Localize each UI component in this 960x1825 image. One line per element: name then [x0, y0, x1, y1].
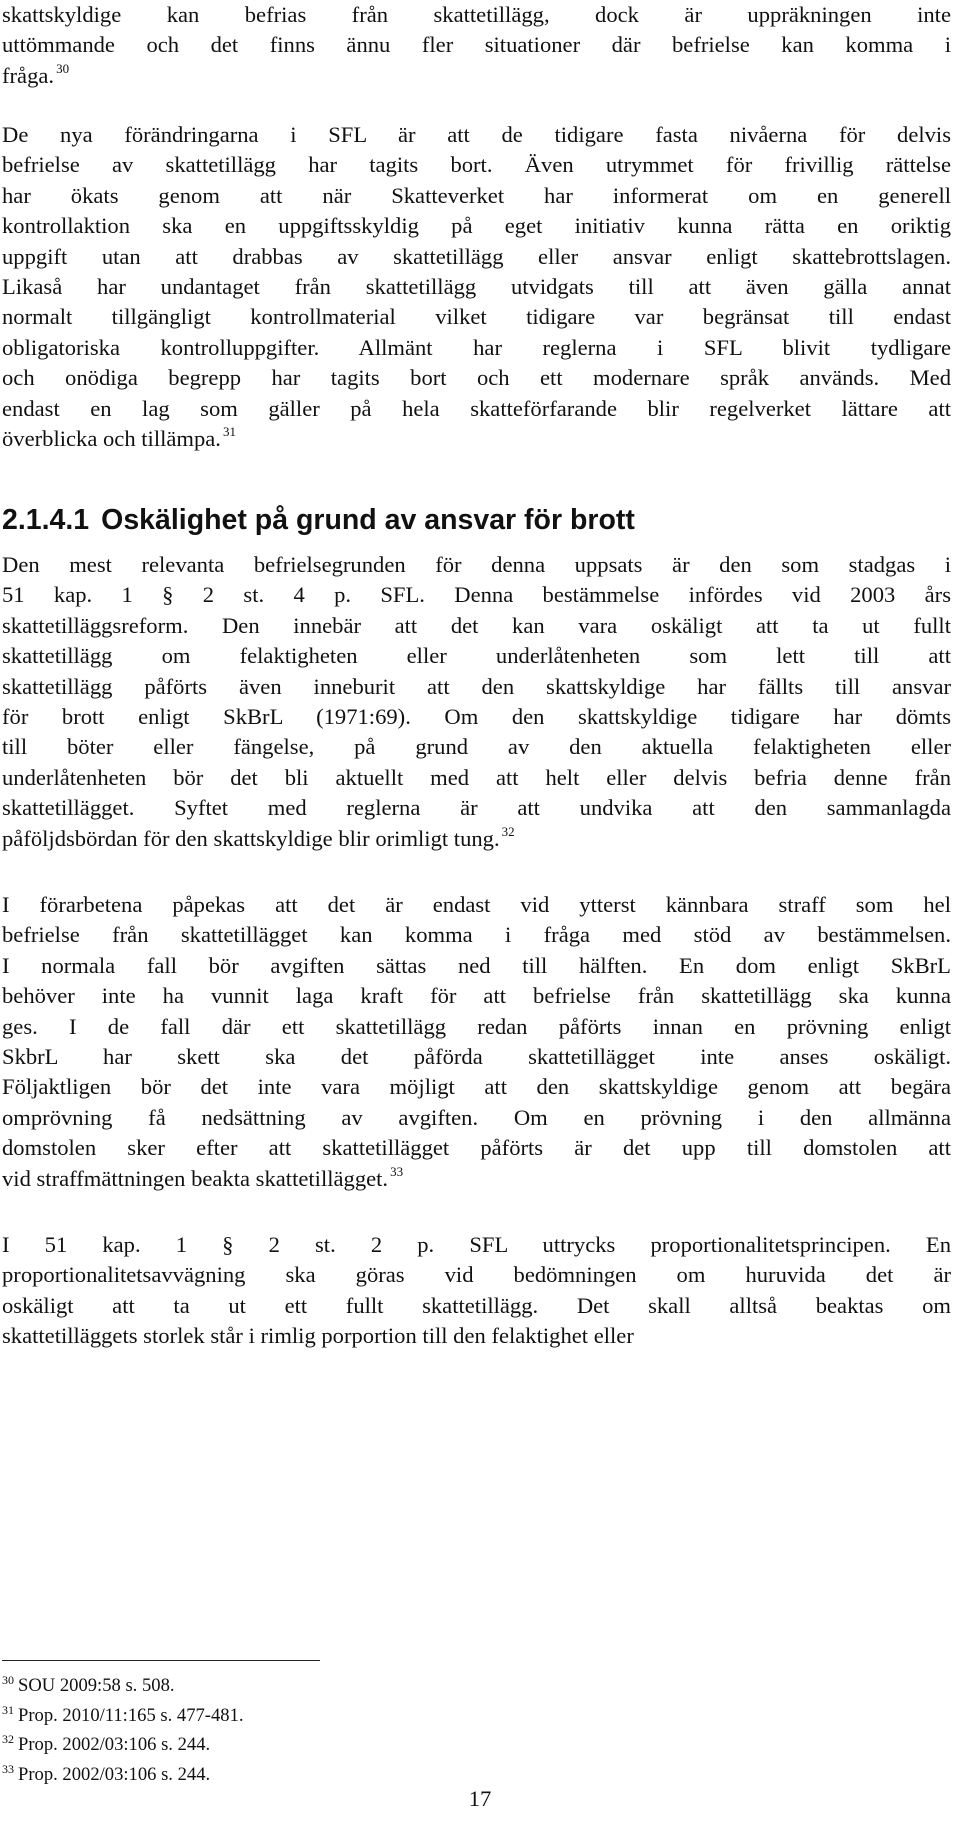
line-text: uppgift utan att drabbas av skattetillägg eller ansvar enligt skattebrottslagen.	[2, 243, 951, 269]
text-line	[2, 211, 951, 241]
text-line	[2, 763, 951, 793]
footnote-reference: 31	[222, 423, 236, 439]
footnote-number: 31	[2, 1702, 14, 1717]
text-line	[2, 1042, 951, 1072]
footnote-separator	[2, 1660, 320, 1661]
text-line	[2, 824, 951, 854]
text-line	[2, 1260, 951, 1290]
text-line	[2, 424, 951, 454]
footnote-text: Prop. 2002/03:106 s. 244.	[18, 1734, 211, 1756]
footnote-number: 33	[2, 1761, 14, 1776]
line-text: vid straffmättningen beakta skattetillägget.	[2, 1165, 389, 1191]
line-text: I normala fall bör avgiften sättas ned till hälften. En dom enligt SkBrL	[2, 952, 951, 978]
line-text: underlåtenheten bör det bli aktuellt med att helt eller delvis befria denne från	[2, 764, 951, 790]
line-text: Likaså har undantaget från skattetillägg utvidgats till att även gälla annat	[2, 273, 951, 299]
line-text: skattskyldige kan befrias från skattetillägg, dock är uppräkningen inte	[2, 2, 951, 27]
footnote	[2, 1672, 702, 1702]
line-text: oskäligt att ta ut ett fullt skattetillägg. Det skall alltså beaktas om	[2, 1292, 951, 1318]
footnote-text: SOU 2009:58 s. 508.	[18, 1675, 175, 1696]
line-text: I 51 kap. 1 § 2 st. 2 p. SFL uttrycks proportionalitetsprincipen. En	[2, 1232, 951, 1257]
line-text: I förarbetena påpekas att det är endast vid ytterst kännbara straff som hel	[2, 892, 951, 917]
text-line	[2, 641, 951, 671]
paragraph-befrielsegrund	[2, 550, 951, 854]
text-line	[2, 1164, 951, 1194]
line-text: SkbrL har skett ska det påförda skattetillägget inte anses oskäligt.	[2, 1043, 951, 1069]
line-text: Den mest relevanta befrielsegrunden för denna uppsats är den som stadgas i	[2, 552, 951, 577]
page-number: 17	[468, 1786, 492, 1811]
text-line	[2, 793, 951, 823]
footnote-number: 32	[2, 1732, 14, 1747]
paragraph-sfl-changes	[2, 120, 951, 454]
line-text: befrielse från skattetillägget kan komma i fråga med stöd av bestämmelsen.	[2, 922, 951, 948]
text-line	[2, 150, 951, 180]
footnote-reference: 32	[501, 823, 515, 839]
text-line	[2, 1230, 951, 1260]
text-line	[2, 611, 951, 641]
footnote	[2, 1731, 702, 1761]
line-text: kontrollaktion ska en uppgiftsskyldig på eget initiativ kunna rätta en oriktig	[2, 213, 951, 239]
text-line	[2, 550, 951, 580]
text-line	[2, 333, 951, 363]
line-text: fråga.	[2, 62, 55, 88]
footnote-text: Prop. 2002/03:106 s. 244.	[18, 1763, 211, 1785]
footnotes	[2, 1672, 702, 1790]
line-text: Följaktligen bör det inte vara möjligt att den skattskyldige genom att begära	[2, 1074, 951, 1100]
text-line	[2, 363, 951, 393]
text-line	[2, 120, 951, 150]
line-text: påföljdsbördan för den skattskyldige blir orimligt tung.	[2, 825, 500, 851]
line-text: behöver inte ha vunnit laga kraft för att befrielse från skattetillägg ska kunna	[2, 983, 951, 1009]
line-text: ges. I de fall där ett skattetillägg redan påförts innan en prövning enligt	[2, 1013, 951, 1039]
line-text: De nya förändringarna i SFL är att de tidigare fasta nivåerna för delvis	[2, 122, 951, 147]
line-text: proportionalitetsavvägning ska göras vid bedömningen om huruvida det är	[2, 1262, 951, 1288]
line-text: till böter eller fängelse, på grund av den aktuella felaktigheten eller	[2, 734, 951, 760]
text-line	[2, 302, 951, 332]
text-line	[2, 951, 951, 981]
paragraph-intro-continued	[2, 0, 951, 91]
text-line	[2, 1133, 951, 1163]
paragraph-proportionalitet	[2, 1230, 951, 1352]
line-text: skattetillägget. Syftet med reglerna är att undvika att den sammanlagda	[2, 795, 951, 821]
text-line	[2, 702, 951, 732]
line-text: befrielse av skattetillägg har tagits bort. Även utrymmet för frivillig rättelse	[2, 152, 951, 178]
line-text: uttömmande och det finns ännu fler situationer där befrielse kan komma i	[2, 32, 951, 58]
line-text: skattetillägg om felaktigheten eller underlåtenheten som lett till att	[2, 643, 951, 669]
line-text: och onödiga begrepp har tagits bort och ett modernare språk används. Med	[2, 365, 951, 391]
text-line	[2, 30, 951, 60]
text-line	[2, 1012, 951, 1042]
paragraph-forarbetena	[2, 890, 951, 1194]
line-text: skattetillägg påförts även inneburit att den skattskyldige har fällts till ansvar	[2, 673, 951, 699]
section-heading	[2, 500, 635, 540]
text-line	[2, 580, 951, 610]
section-title: Oskälighet på grund av ansvar för brott	[101, 504, 635, 536]
line-text: 51 kap. 1 § 2 st. 4 p. SFL. Denna bestämmelse infördes vid 2003 års	[2, 582, 951, 608]
line-text: endast en lag som gäller på hela skatteförfarande blir regelverket lättare att	[2, 395, 951, 421]
text-line	[2, 61, 951, 91]
text-line	[2, 890, 951, 920]
text-line	[2, 1321, 951, 1351]
text-line	[2, 1103, 951, 1133]
text-line	[2, 1072, 951, 1102]
text-line	[2, 242, 951, 272]
section-number: 2.1.4.1	[2, 504, 90, 536]
text-line	[2, 732, 951, 762]
line-text: obligatoriska kontrolluppgifter. Allmänt har reglerna i SFL blivit tydligare	[2, 334, 951, 360]
footnote-number: 30	[2, 1673, 14, 1687]
line-text: har ökats genom att när Skatteverket har informerat om en generell	[2, 182, 951, 208]
line-text: skattetilläggsreform. Den innebär att det kan vara oskäligt att ta ut fullt	[2, 612, 951, 638]
line-text: för brott enligt SkBrL (1971:69). Om den skattskyldige tidigare har dömts	[2, 703, 951, 729]
footnote-reference: 30	[56, 60, 70, 76]
text-line	[2, 672, 951, 702]
line-text: normalt tillgängligt kontrollmaterial vilket tidigare var begränsat till endast	[2, 304, 951, 330]
text-line	[2, 272, 951, 302]
line-text: överblicka och tillämpa.	[2, 425, 221, 451]
footnote	[2, 1702, 702, 1732]
text-line	[2, 981, 951, 1011]
text-line	[2, 920, 951, 950]
text-line	[2, 0, 951, 30]
line-text: omprövning få nedsättning av avgiften. Om en prövning i den allmänna	[2, 1104, 951, 1130]
line-text: domstolen sker efter att skattetillägget påförts är det upp till domstolen att	[2, 1135, 951, 1161]
text-line	[2, 181, 951, 211]
text-line	[2, 394, 951, 424]
footnote-reference: 33	[390, 1163, 404, 1179]
text-line	[2, 1291, 951, 1321]
footnote-text: Prop. 2010/11:165 s. 477-481.	[18, 1704, 244, 1726]
line-text: skattetilläggets storlek står i rimlig porportion till den felaktighet eller	[2, 1323, 634, 1349]
